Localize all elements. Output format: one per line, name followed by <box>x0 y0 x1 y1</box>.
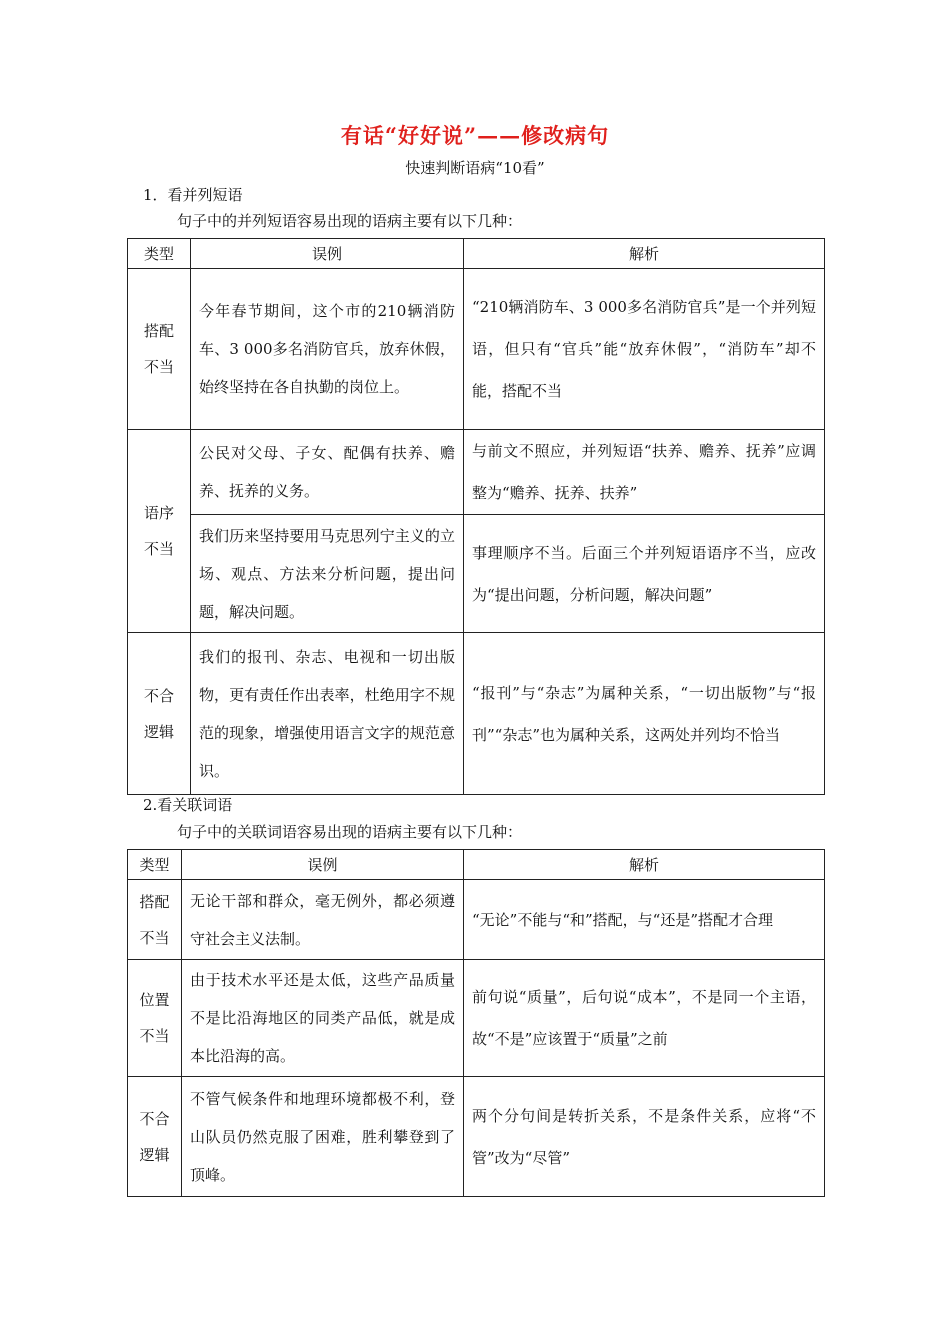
row-example-cell: 由于技术水平还是太低，这些产品质量不是比沿海地区的同类产品低，就是成本比沿海的高。 <box>182 960 464 1077</box>
column-header-example: 误例 <box>191 239 464 269</box>
row-analysis-cell: “无论”不能与“和”搭配，与“还是”搭配才合理 <box>464 880 825 960</box>
row-example-cell: 不管气候条件和地理环境都极不利，登山队员仍然克服了困难，胜利攀登到了顶峰。 <box>182 1077 464 1197</box>
row-analysis-cell: 事理顺序不当。后面三个并列短语语序不当，应改为“提出问题，分析问题，解决问题” <box>464 515 825 633</box>
row-type-label: 不合逻辑 <box>139 1109 170 1164</box>
row-type-label: 语序不当 <box>143 504 174 558</box>
table-header-row <box>128 239 825 269</box>
row-example-cell: 我们历来坚持要用马克思列宁主义的立场、观点、方法来分析问题，提出问题，解决问题。 <box>191 515 464 633</box>
row-type-cell <box>128 960 182 1077</box>
table-row <box>128 515 825 633</box>
table-row <box>128 1077 825 1197</box>
column-header-type: 类型 <box>128 239 191 269</box>
row-type-label: 位置不当 <box>139 991 170 1045</box>
row-type-cell <box>128 633 191 795</box>
row-analysis-cell: “报刊”与“杂志”为属种关系，“一切出版物”与“报刊”“杂志”也为属种关系，这两处并列均不恰当 <box>464 633 825 795</box>
table-row <box>128 633 825 795</box>
table-row <box>128 880 825 960</box>
column-header-type: 类型 <box>128 850 182 880</box>
section-1-intro: 句子中的并列短语容易出现的语病主要有以下几种： <box>177 212 523 230</box>
page-title: 有话“好好说”——修改病句 <box>340 123 610 148</box>
row-type-label: 搭配不当 <box>139 892 170 947</box>
parallel-phrase-table <box>127 238 825 795</box>
page-subtitle: 快速判断语病“10看” <box>405 159 545 177</box>
row-type-cell <box>128 880 182 960</box>
table-row <box>128 269 825 430</box>
column-header-example: 误例 <box>182 850 464 880</box>
column-header-analysis: 解析 <box>464 850 825 880</box>
table-header-row <box>128 850 825 880</box>
row-type-cell <box>128 269 191 430</box>
table-row <box>128 960 825 1077</box>
row-example-cell: 今年春节期间，这个市的210辆消防车、3 000多名消防官兵，放弃休假，始终坚持在各自执勤的岗位上。 <box>191 269 464 430</box>
row-type-cell <box>128 1077 182 1197</box>
section-2-intro: 句子中的关联词语容易出现的语病主要有以下几种： <box>177 823 523 841</box>
section-2-heading: 2.看关联词语 <box>143 796 233 814</box>
row-example-cell: 公民对父母、子女、配偶有扶养、赡养、抚养的义务。 <box>191 430 464 515</box>
section-1-heading: 1．看并列短语 <box>143 186 243 204</box>
row-type-cell <box>128 430 191 633</box>
row-analysis-cell: 两个分句间是转折关系，不是条件关系，应将“不管”改为“尽管” <box>464 1077 825 1197</box>
row-analysis-cell: “210辆消防车、3 000多名消防官兵”是一个并列短语，但只有“官兵”能“放弃休假”，“消防车”却不能，搭配不当 <box>464 269 825 430</box>
row-type-label: 不合逻辑 <box>143 686 174 741</box>
conjunction-table <box>127 849 825 1197</box>
row-type-label: 搭配不当 <box>143 322 174 376</box>
row-analysis-cell: 前句说“质量”，后句说“成本”，不是同一个主语，故“不是”应该置于“质量”之前 <box>464 960 825 1077</box>
table-row <box>128 430 825 515</box>
column-header-analysis: 解析 <box>464 239 825 269</box>
row-example-cell: 无论干部和群众，毫无例外，都必须遵守社会主义法制。 <box>182 880 464 960</box>
row-example-cell: 我们的报刊、杂志、电视和一切出版物，更有责任作出表率，杜绝用字不规范的现象，增强使用语言文字的规范意识。 <box>191 633 464 795</box>
row-analysis-cell: 与前文不照应，并列短语“扶养、赡养、抚养”应调整为“赡养、抚养、扶养” <box>464 430 825 515</box>
